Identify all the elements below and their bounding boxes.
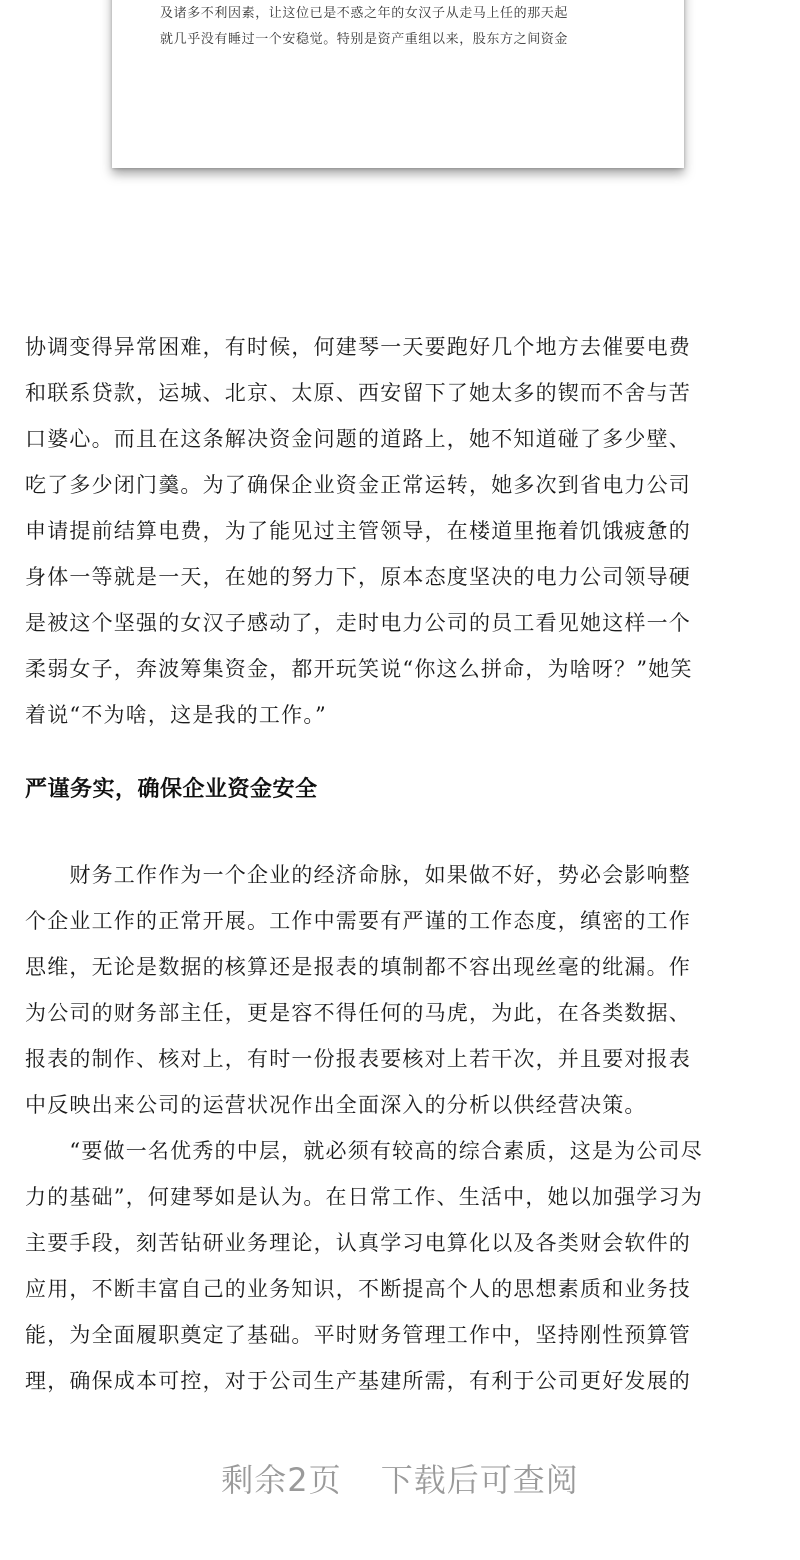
text-line: 为公司的财务部主任，更是容不得任何的马虎，为此，在各类数据、 [25, 1001, 691, 1025]
text-line: 中反映出来公司的运营状况作出全面深入的分析以供经营决策。 [25, 1093, 647, 1117]
text-line: 应用，不断丰富自己的业务知识，不断提高个人的思想素质和业务技 [25, 1277, 691, 1301]
download-prompt[interactable] [0, 1455, 800, 1501]
text-line: 理，确保成本可控，对于公司生产基建所需，有利于公司更好发展的 [25, 1369, 691, 1393]
preview-line: 及诸多不利因素，让这位已是不惑之年的女汉子从走马上任的那天起 [160, 6, 569, 21]
text-line: 口婆心。而且在这条解决资金问题的道路上，她不知道碰了多少壁、 [25, 427, 691, 451]
text-line: 财务工作作为一个企业的经济命脉，如果做不好，势必会影响整 [25, 863, 691, 887]
text-line: 着说“不为啥，这是我的工作。” [25, 703, 327, 727]
text-line: 申请提前结算电费，为了能见过主管领导，在楼道里拖着饥饿疲惫的 [25, 519, 691, 543]
text-line: 主要手段，刻苦钻研业务理论，认真学习电算化以及各类财会软件的 [25, 1231, 691, 1255]
text-line: 身体一等就是一天，在她的努力下，原本态度坚决的电力公司领导硬 [25, 565, 691, 589]
text-line: 和联系贷款，运城、北京、太原、西安留下了她太多的锲而不舍与苦 [25, 381, 691, 405]
text-line: 柔弱女子，奔波筹集资金，都开玩笑说“你这么拼命，为啥呀？”她笑 [25, 657, 693, 681]
article-block-1 [25, 324, 777, 738]
text-line: 思维，无论是数据的核算还是报表的填制都不容出现丝毫的纰漏。作 [25, 955, 691, 979]
text-line: 能，为全面履职奠定了基础。平时财务管理工作中，坚持刚性预算管 [25, 1323, 691, 1347]
text-line: 个企业工作的正常开展。工作中需要有严谨的工作态度，缜密的工作 [25, 909, 691, 933]
preview-text [160, 0, 640, 53]
text-line: 协调变得异常困难，有时候，何建琴一天要跑好几个地方去催要电费 [25, 335, 691, 359]
text-line: “要做一名优秀的中层，就必须有较高的综合素质，这是为公司尽 [25, 1139, 703, 1163]
section-heading: 严谨务实，确保企业资金安全 [25, 777, 318, 802]
text-line: 力的基础”，何建琴如是认为。在日常工作、生活中，她以加强学习为 [25, 1185, 703, 1209]
text-line: 吃了多少闭门羹。为了确保企业资金正常运转，她多次到省电力公司 [25, 473, 691, 497]
remaining-pages-label[interactable]: 剩余2页 [221, 1461, 342, 1499]
download-to-view-label[interactable]: 下载后可查阅 [380, 1461, 579, 1499]
text-line: 是被这个坚强的女汉子感动了，走时电力公司的员工看见她这样一个 [25, 611, 691, 635]
text-line: 报表的制作、核对上，有时一份报表要核对上若干次，并且要对报表 [25, 1047, 691, 1071]
preview-line: 就几乎没有睡过一个安稳觉。特别是资产重组以来，股东方之间资金 [160, 32, 569, 47]
document-preview-card [112, 0, 684, 168]
article-block-2 [25, 852, 777, 1404]
